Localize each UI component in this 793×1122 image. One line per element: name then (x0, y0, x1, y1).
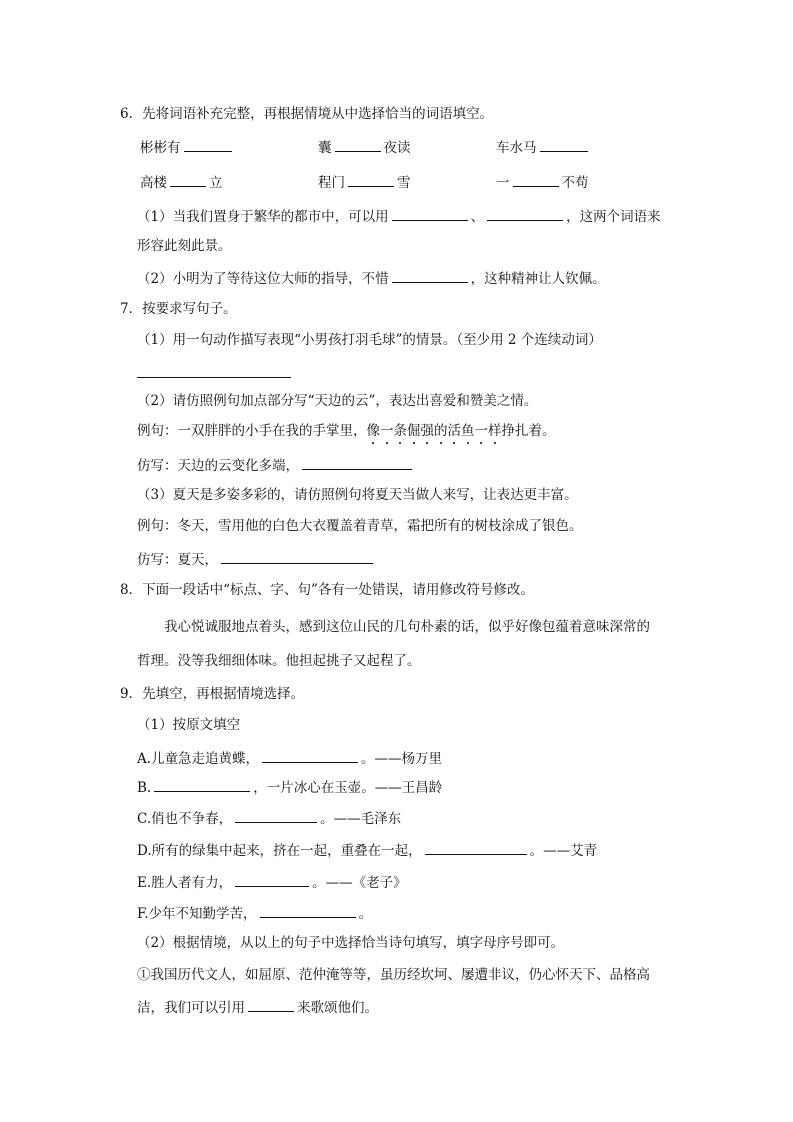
q6-word-3-pre: 车水马 (496, 140, 537, 156)
q9-item-c-blank[interactable] (235, 808, 317, 823)
emphasis-char: 强 (420, 423, 434, 439)
q9-item-b (137, 777, 442, 797)
q7-example-1 (137, 422, 556, 440)
q6-s1-text-a: （1）当我们置身于繁华的都市中，可以用 (137, 209, 389, 225)
q9-item-c-pre: C.俏也不争春， (137, 811, 233, 827)
q9-sub-1: （1）按原文填空 (137, 717, 241, 733)
q9-context-text-b: 来歌颂他们。 (297, 1000, 378, 1016)
q6-word-5-pre: 程门 (318, 175, 345, 191)
q9-context-line-2 (137, 997, 378, 1017)
q8-title: 8．下面一段话中“标点、字、句”各有一处错误，请用修改符号修改。 (120, 582, 534, 598)
q7-example-2: 例句：冬天，雪用他的白色大衣覆盖着青草，霜把所有的树枝涂成了银色。 (137, 518, 583, 534)
q6-word-6-post: 不苟 (561, 175, 589, 191)
q6-word-4 (140, 172, 223, 192)
q9-item-b-blank[interactable] (154, 777, 250, 792)
emphasis-char: 活 (447, 423, 461, 439)
q6-word-3 (496, 137, 591, 157)
q9-item-a-post: 。——杨万里 (361, 751, 443, 767)
q6-s1-cont: 形容此刻此景。 (137, 238, 232, 254)
emphasis-char: 一 (474, 423, 488, 439)
q7-imitation-2-blank[interactable] (221, 549, 373, 564)
q6-blank-3[interactable] (540, 137, 588, 152)
q9-item-a (137, 748, 442, 768)
q9-item-e-pre: E.胜人者有力， (137, 875, 233, 891)
emphasis-char: 鱼 (461, 423, 475, 439)
q6-word-1-pre: 彬彬有 (140, 140, 181, 156)
q6-blank-4[interactable] (170, 172, 206, 187)
q7-imitation-2-text: 仿写：夏天， (137, 552, 218, 568)
q6-word-2 (318, 137, 411, 157)
q9-context-text-a: 洁，我们可以引用 (137, 1000, 245, 1016)
emphasis-char: 条 (393, 423, 407, 439)
q6-word-6-pre: 一 (496, 175, 510, 191)
q9-item-f-blank[interactable] (260, 903, 356, 918)
q6-s2-text-a: （2）小明为了等待这位大师的指导，不惜 (137, 271, 389, 287)
q9-item-d-pre: D.所有的绿集中起来，挤在一起，重叠在一起， (137, 843, 422, 859)
q7-sub-3: （3）夏天是多姿多彩的，请仿照例句将夏天当做人来写，让表达更丰富。 (137, 487, 578, 503)
q9-item-a-blank[interactable] (262, 748, 358, 763)
q9-title: 9．先填空，再根据情境选择。 (120, 686, 305, 702)
q6-blank-2[interactable] (335, 137, 381, 152)
q7-imitation-1-blank[interactable] (302, 455, 412, 470)
q6-s2-text-b: ，这种精神让人钦佩。 (470, 271, 606, 287)
q7-imitation-1 (137, 455, 415, 475)
q9-item-f (137, 903, 372, 923)
q6-title: 6．先将词语补充完整，再根据情境从中选择恰当的词语填空。 (120, 106, 494, 122)
q9-item-e-post: 。——《老子》 (312, 875, 407, 891)
q7-example-1-dotted (367, 423, 502, 439)
q7-sub-1: （1）用一句动作描写表现“小男孩打羽毛球”的情景。（至少用 2 个连续动词） (137, 332, 602, 348)
q7-imitation-1-text: 仿写：天边的云变化多端， (137, 458, 299, 474)
q6-word-5 (318, 172, 411, 192)
q9-item-b-post: ，一片冰心在玉壶。——王昌龄 (253, 780, 443, 796)
q9-item-b-pre: B. (137, 780, 152, 796)
q9-item-d (137, 840, 597, 860)
q6-sentence-1 (137, 206, 661, 226)
q9-item-d-post: 。——艾青 (529, 843, 598, 859)
q9-item-f-post: 。 (358, 906, 373, 922)
q9-item-e (137, 872, 407, 892)
q7-title: 7．按要求写句子。 (120, 301, 237, 317)
q9-sub-2: （2）根据情境，从以上的句子中选择恰当诗句填写，填字母序号即可。 (137, 935, 565, 951)
q7-example-1-text-b: 挣扎着。 (501, 423, 556, 439)
q9-item-a-pre: A.儿童急走追黄蝶， (137, 751, 260, 767)
q9-context-blank[interactable] (248, 997, 294, 1012)
q6-s1-blank-1[interactable] (392, 206, 468, 221)
q8-paragraph-line-1: 我心悦诚服地点着头，感到这位山民的几句朴素的话，似乎好像包蕴着意味深常的 (164, 619, 650, 635)
emphasis-char: 一 (380, 423, 394, 439)
q9-context-line-1: ①我国历代文人，如屈原、范仲淹等等，虽历经坎坷、屡遭非议，仍心怀天下、品格高 (137, 967, 650, 983)
q9-item-e-blank[interactable] (235, 872, 309, 887)
q7-example-1-text-a: 例句：一双胖胖的小手在我的手掌里， (137, 423, 367, 439)
q6-s1-text-b: ，这两个词语来 (566, 209, 661, 225)
q6-word-2-pre: 囊 (318, 140, 332, 156)
q9-item-c (137, 808, 401, 828)
emphasis-char: 样 (488, 423, 502, 439)
q6-word-4-pre: 高楼 (140, 175, 167, 191)
emphasis-char: 的 (434, 423, 448, 439)
q6-sentence-2 (137, 268, 606, 288)
q6-word-2-post: 夜读 (383, 140, 411, 156)
emphasis-char: 倔 (407, 423, 421, 439)
q6-word-5-post: 雪 (397, 175, 411, 191)
q6-blank-5[interactable] (348, 172, 394, 187)
q6-blank-6[interactable] (513, 172, 559, 187)
q6-s1-separator: 、 (470, 209, 485, 225)
q7-imitation-2 (137, 549, 376, 569)
q9-item-f-pre: F.少年不知勤学苦， (137, 906, 257, 922)
q9-item-c-post: 。——毛泽东 (320, 811, 402, 827)
q6-word-4-post: 立 (209, 175, 223, 191)
q9-item-d-blank[interactable] (425, 840, 527, 855)
q7-answer-line-1[interactable] (137, 359, 291, 378)
q6-s1-blank-2[interactable] (487, 206, 563, 221)
q6-s2-blank[interactable] (392, 268, 468, 283)
q8-paragraph-line-2: 哲理。没等我细细体味。他担起挑子又起程了。 (137, 653, 421, 669)
q6-word-1 (140, 137, 235, 157)
q6-word-6 (496, 172, 589, 192)
q6-blank-1[interactable] (184, 137, 232, 152)
emphasis-char: 像 (366, 423, 380, 439)
q7-sub-2: （2）请仿照例句加点部分写“天边的云”，表达出喜爱和赞美之情。 (137, 393, 538, 409)
